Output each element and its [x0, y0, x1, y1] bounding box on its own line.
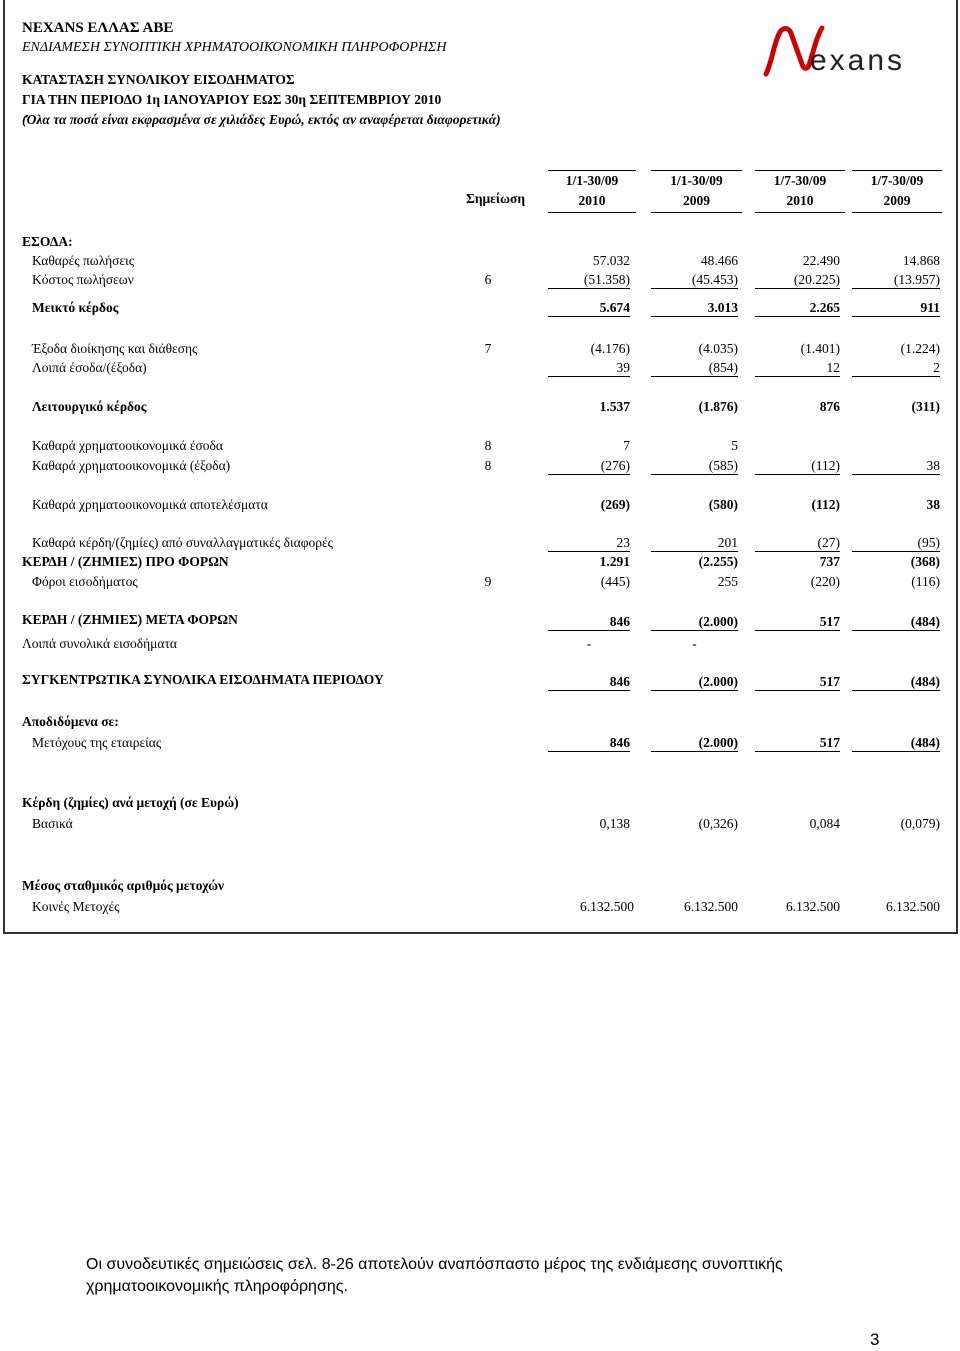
- statement-title: ΚΑΤΑΣΤΑΣΗ ΣΥΝΟΛΙΚΟΥ ΕΙΣΟΔΗΜΑΤΟΣ: [22, 72, 295, 87]
- statement-period: ΓΙΑ ΤΗΝ ΠΕΡΙΟΔΟ 1η ΙΑΝΟΥΑΡΙΟΥ ΕΩΣ 30η ΣΕΠΤΕΜΒΡΙΟΥ 2010: [22, 92, 442, 107]
- income-section-header: ΕΣΟΔΑ:: [22, 234, 73, 249]
- table-row-profit-after-tax: ΚΕΡΔΗ / (ΖΗΜΙΕΣ) ΜΕΤΑ ΦΟΡΩΝ 846 (2.000) 517 (484): [22, 612, 940, 629]
- column-header-3: 1/7-30/09 2010: [755, 173, 845, 209]
- attributable-header: Αποδιδόμενα σε:: [22, 714, 119, 729]
- column-header-2: 1/1-30/09 2009: [651, 173, 742, 209]
- table-row-gross-profit: Μεικτό κέρδος 5.674 3.013 2.265 911: [32, 300, 940, 315]
- table-row: Φόροι εισοδήματος 9 (445) 255 (220) (116): [32, 574, 940, 589]
- table-row: Έξοδα διοίκησης και διάθεσης 7 (4.176) (4.035) (1.401) (1.224): [32, 341, 940, 356]
- logo-wordmark: exans: [810, 44, 906, 77]
- table-row: Κοινές Μετοχές 6.132.500 6.132.500 6.132.500 6.132.500: [32, 899, 940, 914]
- footer-note: Οι συνοδευτικές σημειώσεις σελ. 8-26 αποτελούν αναπόσπαστο μέρος της ενδιάμεσης συνοπτικής χρηματοοικονομικής πληροφόρησης.: [86, 1256, 783, 1295]
- table-row: Καθαρά χρηματοοικονομικά (έξοδα) 8 (276) (585) (112) 38: [32, 458, 940, 473]
- company-name: NEXANS ΕΛΛΑΣ ΑΒΕ: [22, 20, 174, 36]
- table-row: Καθαρά κέρδη/(ζημίες) από συναλλαγματικές διαφορές 23 201 (27) (95): [32, 535, 940, 550]
- units-note: (Όλα τα ποσά είναι εκφρασμένα σε χιλιάδες Ευρώ, εκτός αν αναφέρεται διαφορετικά): [22, 112, 501, 127]
- table-row: Βασικά 0,138 (0,326) 0,084 (0,079): [32, 816, 940, 831]
- page-number: 3: [870, 1330, 880, 1349]
- document-subtitle: ΕΝΔΙΑΜΕΣΗ ΣΥΝΟΠΤΙΚΗ ΧΡΗΜΑΤΟΟΙΚΟΝΟΜΙΚΗ ΠΛΗΡΟΦΟΡΗΣΗ: [22, 40, 447, 55]
- table-row-operating-profit: Λειτουργικό κέρδος 1.537 (1.876) 876 (311): [32, 399, 940, 414]
- eps-header: Κέρδη (ζημίες) ανά μετοχή (σε Ευρώ): [22, 795, 239, 810]
- table-row: Μετόχους της εταιρείας 846 (2.000) 517 (484): [32, 735, 940, 750]
- note-column-header: Σημείωση: [466, 191, 525, 206]
- table-row-financial-result: Καθαρά χρηματοοικονομικά αποτελέσματα (269) (580) (112) 38: [32, 497, 940, 512]
- column-header-1: 1/1-30/09 2010: [548, 173, 636, 209]
- table-row-profit-before-tax: ΚΕΡΔΗ / (ΖΗΜΙΕΣ) ΠΡΟ ΦΟΡΩΝ 1.291 (2.255) 737 (368): [22, 554, 940, 569]
- column-header-4: 1/7-30/09 2009: [852, 173, 942, 209]
- table-row-total-comprehensive-income: ΣΥΓΚΕΝΤΡΩΤΙΚΑ ΣΥΝΟΛΙΚΑ ΕΙΣΟΔΗΜΑΤΑ ΠΕΡΙΟΔΟΥ 846 (2.000) 517 (484): [22, 672, 940, 689]
- table-row: Κόστος πωλήσεων 6 (51.358) (45.453) (20.225) (13.957): [32, 272, 940, 287]
- shares-header: Μέσος σταθμικός αριθμός μετοχών: [22, 878, 225, 893]
- table-row: Λοιπά συνολικά εισοδήματα - -: [22, 636, 697, 651]
- table-row: Λοιπά έσοδα/(έξοδα) 39 (854) 12 2: [32, 360, 940, 375]
- table-row: Καθαρές πωλήσεις 57.032 48.466 22.490 14.868: [32, 253, 940, 268]
- table-row: Καθαρά χρηματοοικονομικά έσοδα 8 7 5: [32, 438, 738, 453]
